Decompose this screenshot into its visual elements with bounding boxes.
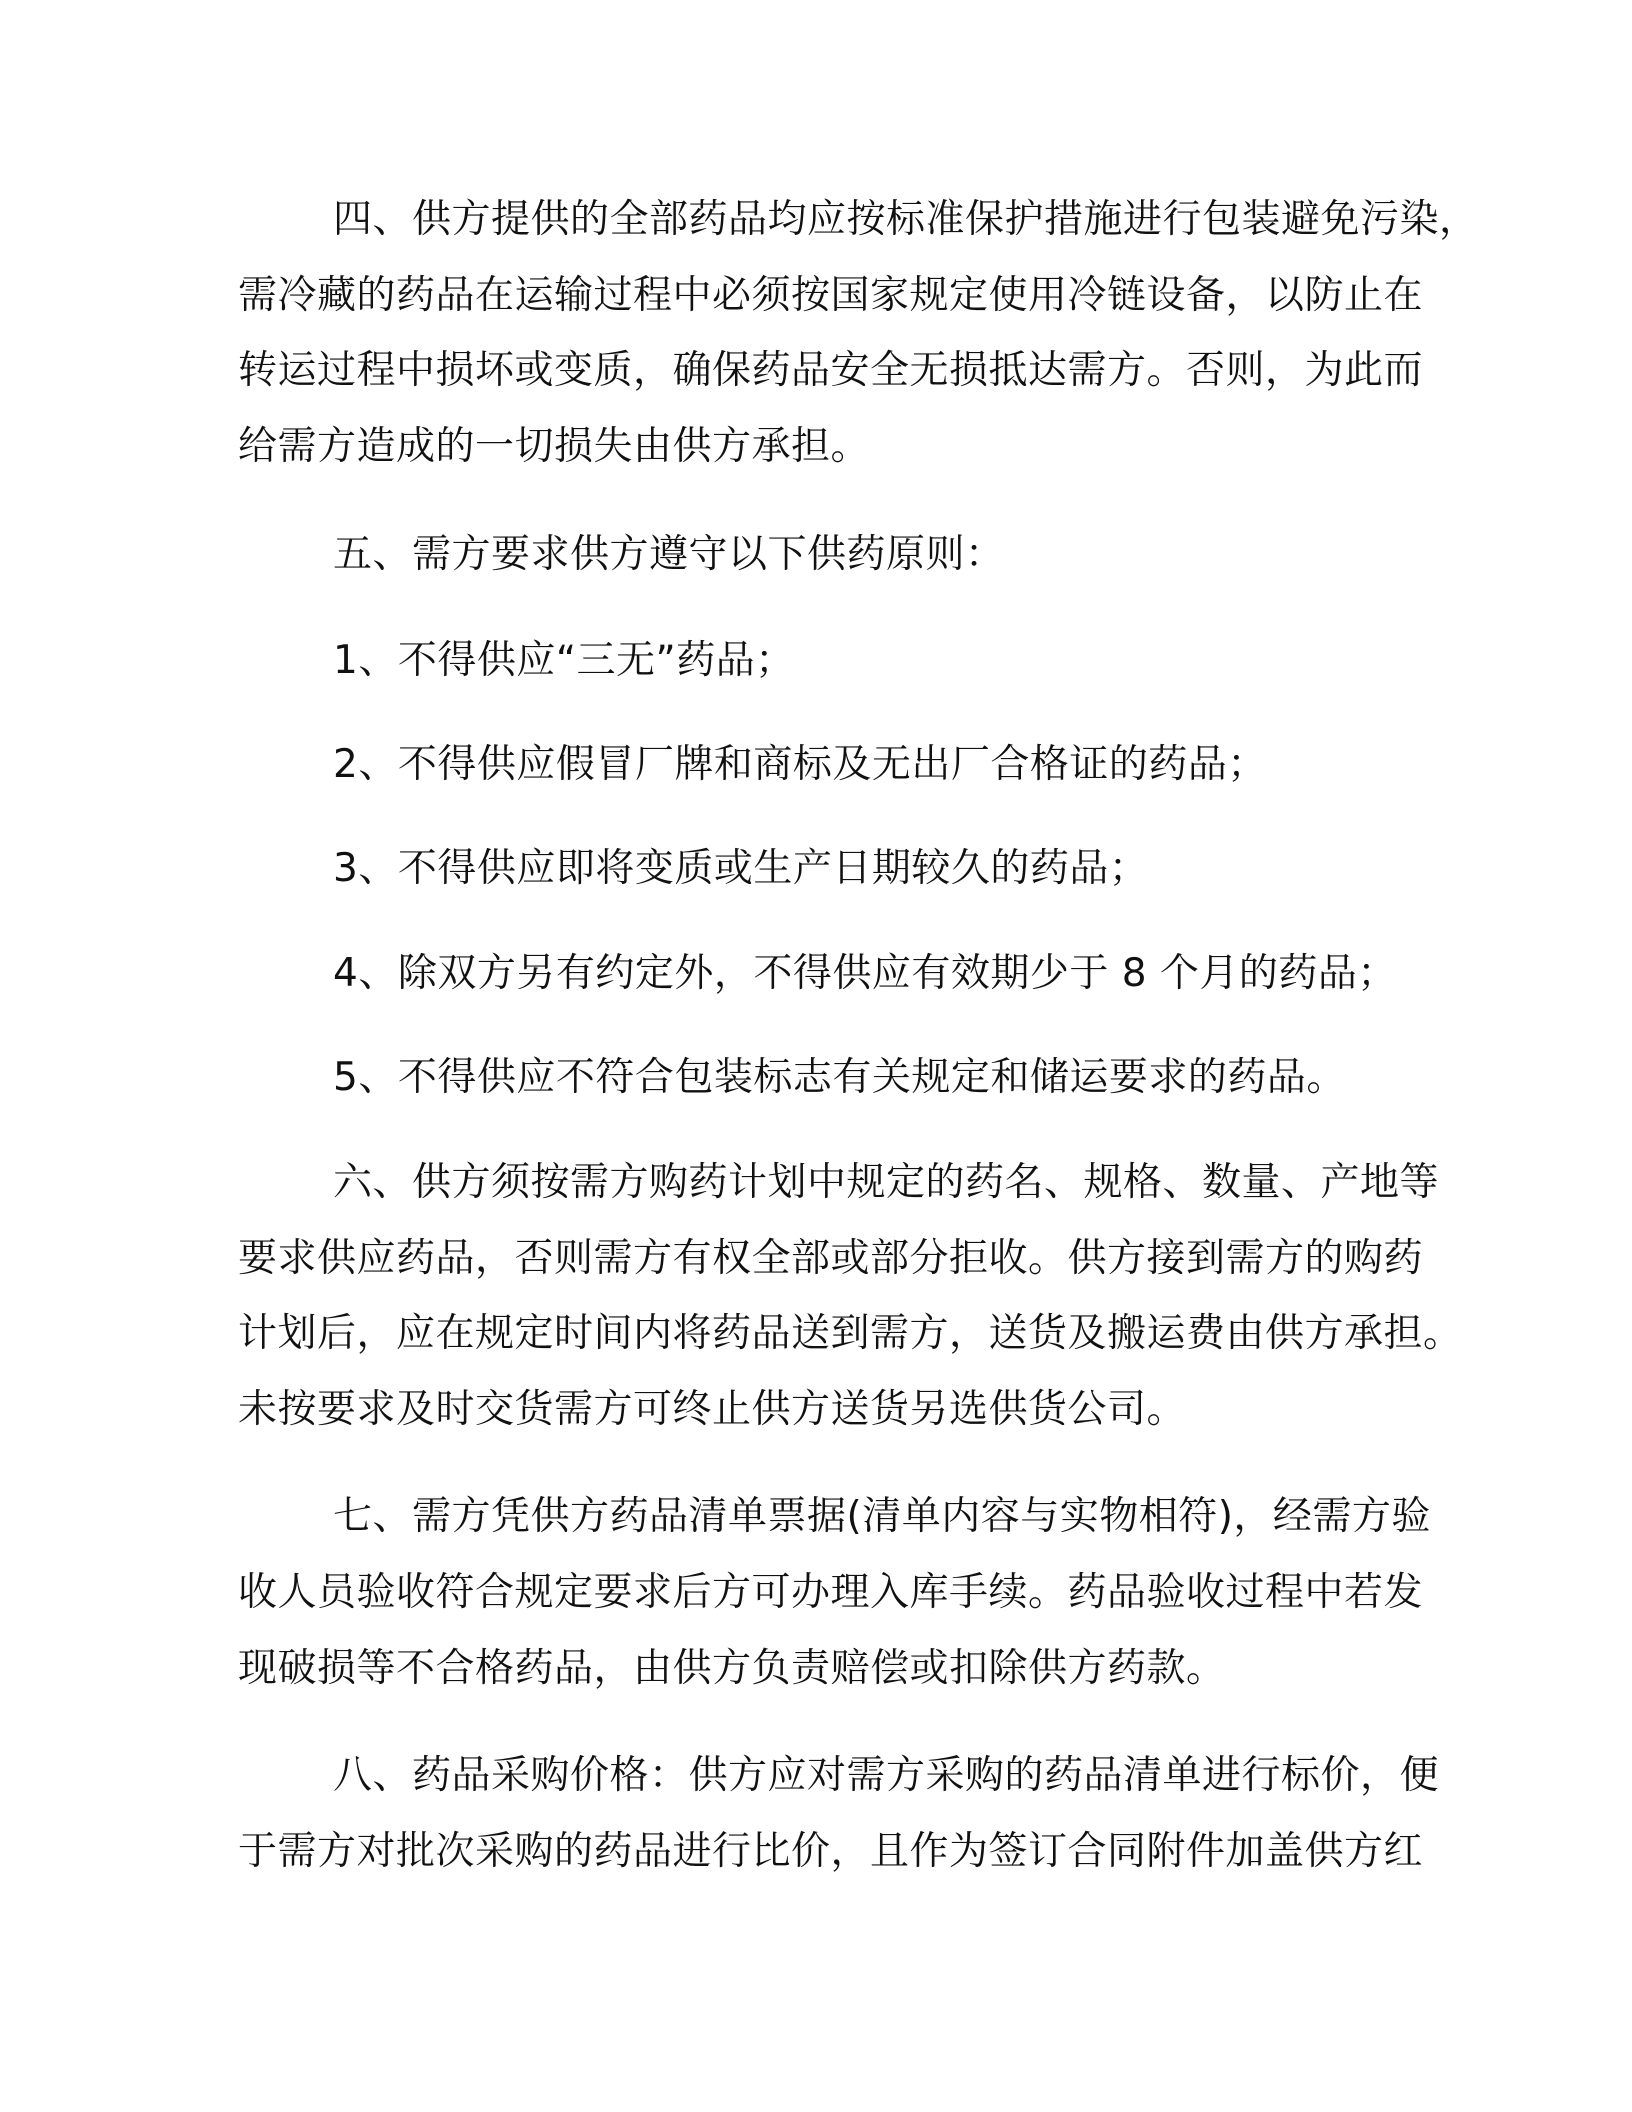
section-6-line-3: 计划后，应在规定时间内将药品送到需方，送货及搬运费由供方承担。 (238, 1311, 1463, 1356)
principle-2: 2、不得供应假冒厂牌和商标及无出厂合格证的药品； (333, 742, 1267, 787)
section-4-line-2: 需冷藏的药品在运输过程中必须按国家规定使用冷链设备，以防止在 (238, 273, 1424, 318)
section-6-line-4: 未按要求及时交货需方可终止供方送货另选供货公司。 (238, 1387, 1187, 1432)
principle-5: 5、不得供应不符合包装标志有关规定和储运要求的药品。 (333, 1055, 1346, 1100)
section-7-line-3: 现破损等不合格药品，由供方负责赔偿或扣除供方药款。 (238, 1646, 1226, 1691)
section-4-line-1: 四、供方提供的全部药品均应按标准保护措施进行包装避免污染， (333, 197, 1479, 242)
section-7-line-2: 收人员验收符合规定要求后方可办理入库手续。药品验收过程中若发 (238, 1570, 1424, 1615)
section-7-line-1: 七、需方凭供方药品清单票据(清单内容与实物相符)，经需方验 (333, 1494, 1431, 1539)
section-8-line-2: 于需方对批次采购的药品进行比价，且作为签订合同附件加盖供方红 (238, 1829, 1424, 1874)
principle-4: 4、除双方另有约定外，不得供应有效期少于 8 个月的药品； (333, 951, 1397, 996)
section-4-line-3: 转运过程中损坏或变质，确保药品安全无损抵达需方。否则，为此而 (238, 348, 1424, 393)
section-6-line-1: 六、供方须按需方购药计划中规定的药名、规格、数量、产地等 (333, 1160, 1440, 1205)
principle-1: 1、不得供应“三无”药品； (333, 638, 795, 683)
section-6-line-2: 要求供应药品，否则需方有权全部或部分拒收。供方接到需方的购药 (238, 1236, 1424, 1281)
section-4-line-4: 给需方造成的一切损失由供方承担。 (238, 424, 871, 469)
section-8-line-1: 八、药品采购价格：供方应对需方采购的药品清单进行标价，便 (333, 1753, 1440, 1798)
section-5-heading: 五、需方要求供方遵守以下供药原则： (333, 532, 1005, 577)
principle-3: 3、不得供应即将变质或生产日期较久的药品； (333, 846, 1149, 891)
